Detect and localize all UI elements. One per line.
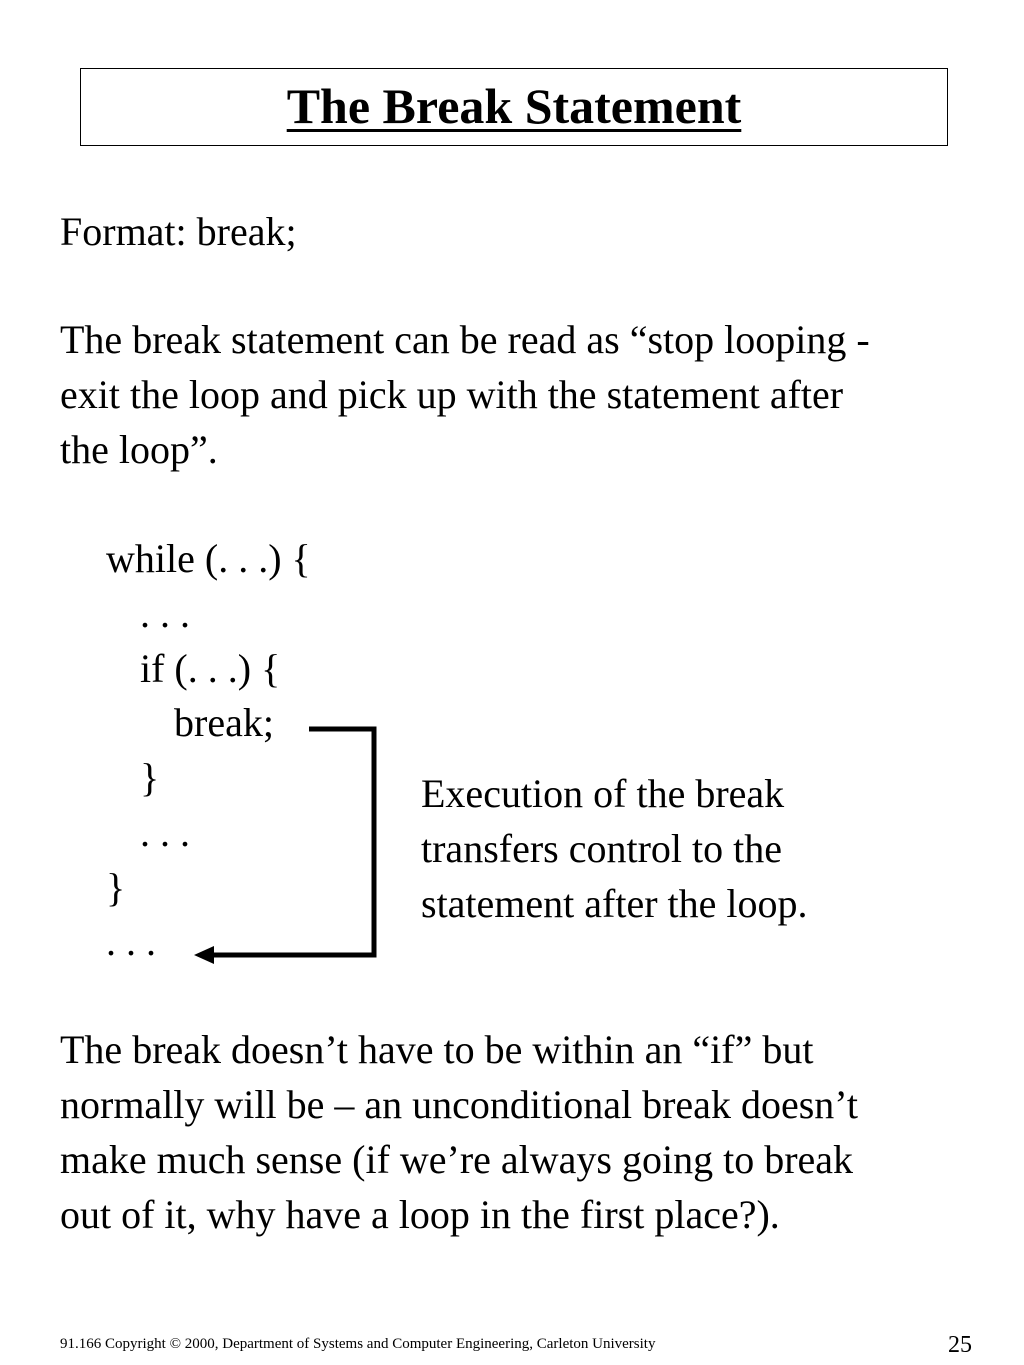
code-line: while (. . .) { — [106, 536, 311, 581]
slide-title: The Break Statement — [286, 78, 742, 134]
callout-line: transfers control to the — [421, 826, 782, 871]
paragraph-1-line: the loop”. — [60, 427, 218, 472]
code-line: . . . — [106, 919, 156, 964]
format-line: Format: break; — [60, 209, 297, 254]
page-number: 25 — [948, 1332, 972, 1358]
paragraph-1-line: The break statement can be read as “stop looping - — [60, 317, 870, 362]
code-line: } — [106, 865, 126, 910]
paragraph-2 — [60, 1022, 858, 1242]
callout-line: Execution of the break — [421, 771, 785, 816]
code-line: . . . — [140, 591, 190, 636]
code-line: } — [140, 755, 160, 800]
arrow-path — [212, 729, 374, 955]
code-line: break; — [174, 700, 274, 745]
footer-copyright: 91.166 Copyright © 2000, Department of Systems and Computer Engineering, Carleton University — [60, 1336, 656, 1352]
paragraph-2-line: The break doesn’t have to be within an “if” but — [60, 1027, 814, 1072]
paragraph-1-line: exit the loop and pick up with the statement after — [60, 372, 844, 417]
paragraph-2-line: normally will be – an unconditional break doesn’t — [60, 1082, 858, 1127]
arrow-head-icon — [194, 946, 214, 964]
callout-line: statement after the loop. — [421, 881, 808, 926]
paragraph-2-line: make much sense (if we’re always going to break — [60, 1137, 854, 1182]
code-line: if (. . .) { — [140, 646, 281, 691]
code-line: . . . — [140, 810, 190, 855]
callout-text — [421, 766, 808, 931]
paragraph-2-line: out of it, why have a loop in the first place?). — [60, 1192, 780, 1237]
